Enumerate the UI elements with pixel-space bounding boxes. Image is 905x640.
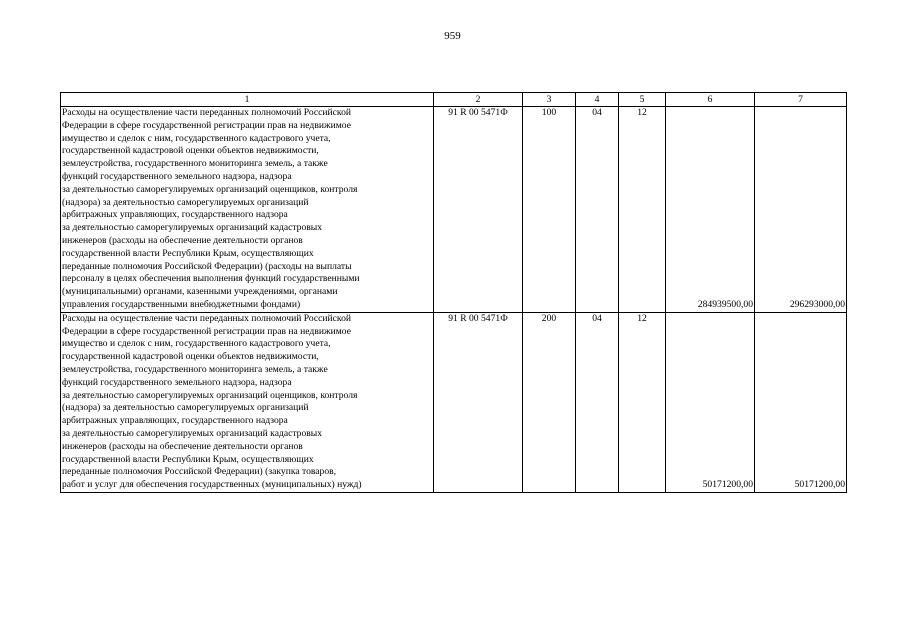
description-line: переданные полномочия Российской Федерации) (расходы на выплаты <box>62 260 352 272</box>
page-number: 959 <box>444 30 461 42</box>
row-description <box>61 312 434 492</box>
expense-type-cell: 200 <box>523 312 576 492</box>
description-line: за деятельностью саморегулируемых организаций кадастровых <box>62 427 323 439</box>
description-line: арбитражных управляющих, государственного надзора <box>62 209 288 221</box>
subsection-cell: 12 <box>619 107 666 313</box>
column-header-1: 1 <box>61 93 434 107</box>
description-line: Федерации в сфере государственной регистрации прав на недвижимое <box>62 119 351 131</box>
section-cell: 04 <box>576 312 619 492</box>
description-line: функций государственного земельного надзора, надзора <box>62 376 292 388</box>
description-line: имущество и сделок с ним, государственного кадастрового учета, <box>62 132 331 144</box>
description-line: инженеров (расходы на обеспечение деятельности органов <box>62 234 303 246</box>
row-description <box>61 107 434 313</box>
description-line: Расходы на осуществление части переданных полномочий Российской <box>62 107 352 118</box>
description-line: (муниципальными) органами, казенными учреждениями, органами <box>62 286 338 298</box>
description-line: персоналу в целях обеспечения выполнения функций государственными <box>62 273 360 285</box>
description-line: за деятельностью саморегулируемых организаций оценщиков, контроля <box>62 183 358 195</box>
description-line: землеустройства, государственного мониторинга земель, а также <box>62 363 328 375</box>
amount-cell-2: 296293000,00 <box>755 107 847 313</box>
amount-cell-1: 50171200,00 <box>666 312 755 492</box>
column-header-5: 5 <box>619 93 666 107</box>
description-line: функций государственного земельного надзора, надзора <box>62 170 292 182</box>
description-line: управления государственными внебюджетными фондами) <box>62 298 301 310</box>
section-cell: 04 <box>576 107 619 313</box>
amount-cell-2: 50171200,00 <box>755 312 847 492</box>
description-line: (надзора) за деятельностью саморегулируемых организаций <box>62 402 309 414</box>
description-line: (надзора) за деятельностью саморегулируемых организаций <box>62 196 309 208</box>
column-header-4: 4 <box>576 93 619 107</box>
target-article-cell: 91 R 00 5471Ф <box>434 107 523 313</box>
target-article-cell: 91 R 00 5471Ф <box>434 312 523 492</box>
description-line: государственной кадастровой оценки объектов недвижимости, <box>62 351 319 363</box>
description-line: Федерации в сфере государственной регистрации прав на недвижимое <box>62 325 351 337</box>
table-header-row <box>61 93 847 107</box>
column-header-2: 2 <box>434 93 523 107</box>
description-line: государственной власти Республики Крым, осуществляющих <box>62 247 314 259</box>
description-line: государственной кадастровой оценки объектов недвижимости, <box>62 145 319 157</box>
description-line: переданные полномочия Российской Федерации) (закупка товаров, <box>62 466 337 478</box>
description-line: землеустройства, государственного мониторинга земель, а также <box>62 158 328 170</box>
table-row <box>61 107 847 313</box>
description-line: работ и услуг для обеспечения государственных (муниципальных) нужд) <box>62 479 362 491</box>
description-line: имущество и сделок с ним, государственного кадастрового учета, <box>62 338 331 350</box>
description-line: арбитражных управляющих, государственного надзора <box>62 415 288 427</box>
description-line: государственной власти Республики Крым, осуществляющих <box>62 453 314 465</box>
budget-table <box>60 92 847 493</box>
column-header-3: 3 <box>523 93 576 107</box>
table-row <box>61 312 847 492</box>
description-line: за деятельностью саморегулируемых организаций оценщиков, контроля <box>62 389 358 401</box>
description-line: Расходы на осуществление части переданных полномочий Российской <box>62 312 352 324</box>
subsection-cell: 12 <box>619 312 666 492</box>
expense-type-cell: 100 <box>523 107 576 313</box>
column-header-7: 7 <box>755 93 847 107</box>
amount-cell-1: 284939500,00 <box>666 107 755 313</box>
description-line: за деятельностью саморегулируемых организаций кадастровых <box>62 222 323 234</box>
column-header-6: 6 <box>666 93 755 107</box>
description-line: инженеров (расходы на обеспечение деятельности органов <box>62 440 303 452</box>
